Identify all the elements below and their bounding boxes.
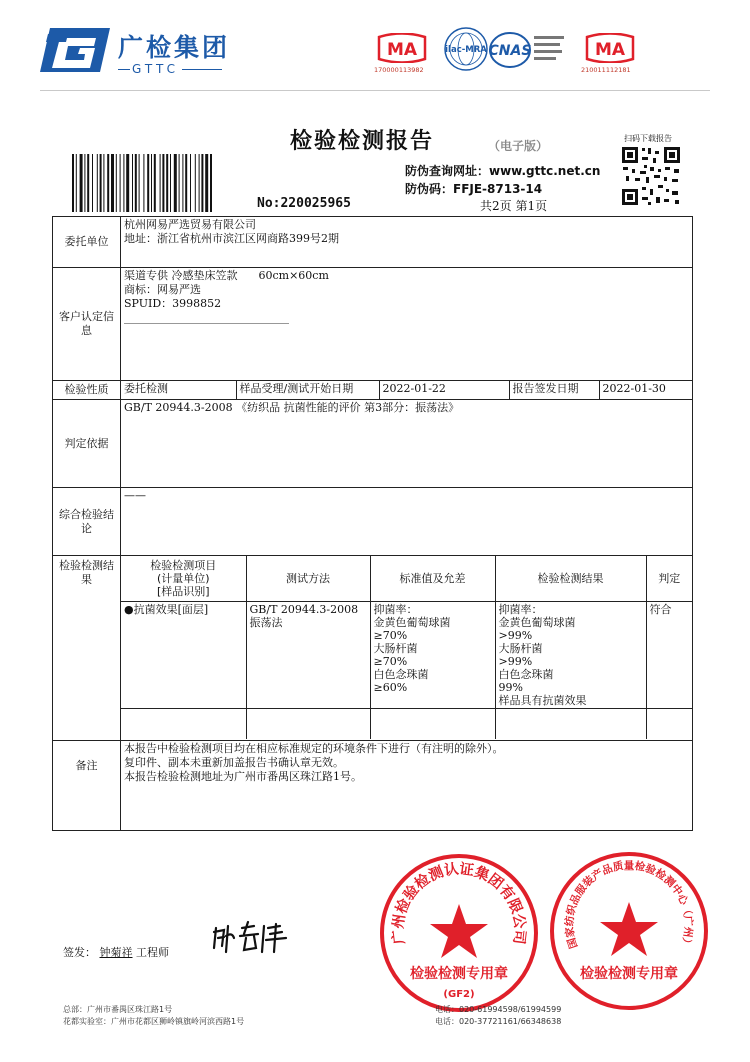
edition-label: （电子版） <box>488 139 549 153</box>
issue-date-label: 报告签发日期 <box>509 381 599 399</box>
page-count: 共2页 第1页 <box>480 199 548 213</box>
col-header-method: 测试方法 <box>246 556 370 601</box>
client-label: 委托单位 <box>53 217 121 268</box>
handwritten-signature-icon <box>210 918 294 958</box>
svg-text:CNAS: CNAS <box>488 43 532 59</box>
svg-text:检验检测专用章: 检验检测专用章 <box>410 966 508 982</box>
results-label: 检验检测结果 <box>53 556 121 741</box>
received-date: 2022-01-22 <box>379 381 509 399</box>
nature-value: 委托检测 <box>121 381 236 399</box>
signatory-title: 工程师 <box>136 946 169 959</box>
cma-right-icon <box>583 33 637 63</box>
qr-label: 扫码下载报告 <box>624 134 672 143</box>
spuid: SPUID：3998852 <box>124 297 222 310</box>
barcode-icon <box>72 154 256 212</box>
row-standard: 抑菌率： 金黄色葡萄球菌 ≥70% 大肠杆菌 ≥70% 白色念珠菌 ≥60% <box>370 601 495 708</box>
blank-underline: ______________________________ <box>124 311 289 324</box>
qr-code-icon <box>620 145 682 207</box>
signature-label: 签发： <box>63 946 96 959</box>
col-header-judge: 判定 <box>646 556 692 601</box>
verify-url: 防伪查询网址：www.gttc.net.cn <box>405 164 601 178</box>
ilac-mra-icon <box>443 26 489 72</box>
product-description: 渠道专供 冷感垫床笠款 60cm×60cm <box>124 269 329 282</box>
remark-line-1: 本报告中检验检测项目均在相应标准规定的环境条件下进行（有注明的除外）。 <box>124 742 504 755</box>
report-title: 检验检测报告 <box>290 129 435 154</box>
signatory-name: 钟菊祥 <box>99 946 133 959</box>
header-divider <box>40 90 710 91</box>
svg-text:广州检验检测认证集团有限公司: 广州检验检测认证集团有限公司 <box>390 861 528 946</box>
received-date-label: 样品受理/测试开始日期 <box>236 381 379 399</box>
remark-line-2: 复印件、副本未重新加盖报告书确认章无效。 <box>124 756 344 769</box>
inspection-stamp-right <box>548 850 710 1012</box>
basis-value: GB/T 20944.3-2008 《纺织品 抗菌性能的评价 第3部分：振荡法》 <box>121 400 693 488</box>
footer-lab: 花都实验室：广州市花都区狮岭镇旗岭河滨西路1号 <box>63 1017 245 1026</box>
remark-line-3: 本报告检验检测地址为广州市番禺区珠江路1号。 <box>124 770 362 783</box>
client-name: 杭州网易严选贸易有限公司 <box>124 218 256 231</box>
gttc-logo-icon <box>38 26 112 74</box>
svg-text:国家纺织品服装产品质量检验检测中心（广州）: 国家纺织品服装产品质量检验检测中心（广州） <box>563 859 695 950</box>
conclusion-label: 综合检验结论 <box>53 488 121 556</box>
trademark: 商标：网易严选 <box>124 283 201 296</box>
report-form-table <box>52 216 693 831</box>
cnas-icon <box>488 30 572 70</box>
row-item: ●抗菌效果[面层] <box>121 601 246 708</box>
results-table <box>121 556 692 739</box>
row-method: GB/T 20944.3-2008 振荡法 <box>246 601 370 708</box>
client-address: 地址：浙江省杭州市滨江区网商路399号2期 <box>124 232 339 245</box>
row-result: 抑菌率： 金黄色葡萄球菌 >99% 大肠杆菌 >99% 白色念珠菌 99% 样品具有抗菌效果 <box>495 601 646 708</box>
svg-text:ilac-MRA: ilac-MRA <box>445 45 487 55</box>
svg-text:(GF2): (GF2) <box>443 989 475 1000</box>
footer-phone-1: 电话：020-61994598/61994599 <box>435 1005 562 1014</box>
customer-info-label: 客户认定信息 <box>53 268 121 381</box>
issue-date: 2022-01-30 <box>599 381 692 399</box>
brand-name: 广检集团 <box>118 33 231 62</box>
nature-label: 检验性质 <box>53 381 121 400</box>
brand-sub: GTTC <box>132 62 179 76</box>
footer-phone-2: 电话：020-37721161/66348638 <box>435 1017 562 1026</box>
svg-text:检验检测专用章: 检验检测专用章 <box>580 966 678 982</box>
table-row <box>121 601 692 708</box>
remarks-label: 备注 <box>53 741 121 831</box>
col-header-result: 检验检测结果 <box>495 556 646 601</box>
signature-line <box>63 944 169 960</box>
inspection-stamp-left <box>378 852 540 1014</box>
verify-code: 防伪码：FFJE-8713-14 <box>405 182 543 196</box>
svg-text:MA: MA <box>386 40 418 60</box>
report-number: No:220025965 <box>257 196 351 211</box>
row-judge: 符合 <box>646 601 692 708</box>
cma-left-icon <box>375 33 429 63</box>
col-header-standard: 标准值及允差 <box>370 556 495 601</box>
conclusion-value: —— <box>121 488 693 556</box>
col-header-item: 检验检测项目 (计量单位) [样品识别] <box>121 556 246 601</box>
footer-hq: 总部：广州市番禺区珠江路1号 <box>63 1005 173 1014</box>
cert-number-left: 170000113982 <box>374 66 424 74</box>
cert-number-right: 210011112181 <box>581 66 631 74</box>
basis-label: 判定依据 <box>53 400 121 488</box>
svg-text:MA: MA <box>594 40 626 60</box>
